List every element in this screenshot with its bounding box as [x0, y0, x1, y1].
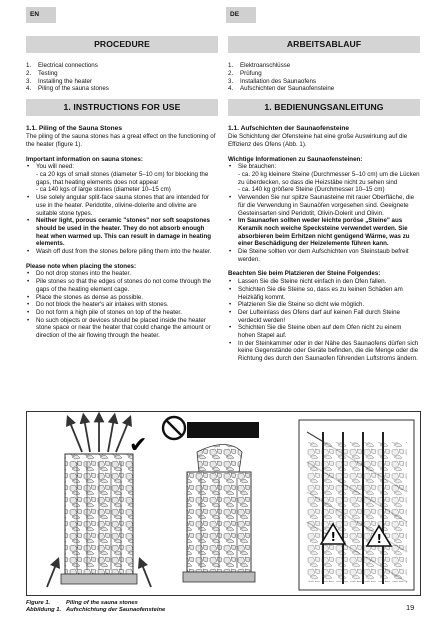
- bullet-text: Place the stones as dense as possible.: [36, 293, 143, 301]
- procedure-list: [228, 62, 420, 93]
- bullet-text: Platzieren Sie die Steine so dicht wie möglich.: [238, 301, 365, 309]
- note-heading: Beachten Sie beim Platzieren der Steine Folgendes:: [228, 270, 381, 278]
- bullet-item: [228, 248, 420, 263]
- bullet-icon: •: [27, 278, 30, 286]
- intro-paragraph: The piling of the sauna stones has a great effect on the functioning of the heater (figure 1).: [26, 133, 216, 148]
- bullet-icon: •: [27, 308, 30, 316]
- bullet-icon: •: [229, 248, 232, 256]
- language-tag-de: DE: [226, 7, 256, 23]
- bullet-icon: •: [229, 285, 232, 293]
- bullet-text: No such objects or devices should be placed inside the heater stone space or near the heater that could change the amount or direction of the air flowing through the heater.: [36, 316, 211, 340]
- column-en: [26, 36, 218, 340]
- bullet-icon: •: [229, 217, 232, 225]
- caption-text-en: Piling of the sauna stones: [66, 600, 138, 606]
- procedure-text: Testing: [38, 69, 58, 77]
- bullet-subline: - ca. 140 kg größere Steine (Durchmesser 10–15 cm): [238, 186, 385, 194]
- figure-illustration: [27, 412, 422, 597]
- bullet-icon: •: [229, 194, 232, 202]
- intro-paragraph: Die Schichtung der Ofensteine hat eine große Auswirkung auf die Effizienz des Ofens (Abb. 1).: [228, 133, 408, 148]
- procedure-number: 3.: [228, 77, 234, 85]
- bullet-text: Neither light, porous ceramic "stones" nor soft soapstones should be used in the heater. They do not absorb enough heat when warmed up. This can result in damage in heating elements.: [36, 217, 212, 248]
- bullet-text: Do not form a high pile of stones on top of the heater.: [36, 308, 182, 316]
- figure-1: [26, 411, 421, 596]
- bullet-item: [26, 217, 218, 248]
- panel-correct: [47, 417, 151, 587]
- important-heading: Wichtige Informationen zu Saunaofensteinen:: [228, 155, 363, 163]
- bullet-text: Use solely angular split-face sauna stones that are intended for use in the heater. Peridotite, olivine-dolerite and olivine are suitable stone types.: [36, 194, 210, 217]
- bullet-text: Do not drop stones into the heater.: [36, 270, 131, 278]
- bullet-text: In der Steinkammer oder in der Nähe des Saunaofens dürfen sich keine Gegenstände oder Geräte befinden, die die Menge oder die Richtung des durch den Saunaofen führenden Luftstroms ändern.: [238, 339, 419, 363]
- bullet-icon: •: [229, 163, 232, 171]
- bullet-text: Verwenden Sie nur spitze Saunasteine mit rauer Oberfläche, die für die Verwendung in Saunaöfen vorgesehen sind. Geeignete Gesteinsarten sind Peridotit, Olivin-Dolerit und Olivin.: [238, 194, 415, 217]
- bullet-icon: •: [27, 194, 30, 202]
- procedure-heading: ARBEITSABLAUF: [228, 36, 420, 53]
- procedure-number: 1.: [228, 62, 234, 69]
- procedure-item: [26, 85, 218, 93]
- bullet-item: [26, 194, 218, 217]
- important-heading: Important information on sauna stones:: [26, 155, 143, 163]
- panel-wrong-gaps: [299, 420, 414, 590]
- bullet-text: Pile stones so that the edges of stones do not come through the gaps of the heating element cage.: [36, 278, 212, 293]
- subsection-title: 1.1. Piling of the Sauna Stones: [26, 125, 122, 133]
- bullet-subline: - ca. 20 kg kleinere Steine (Durchmesser 5–10 cm) um die Lücken zu überdecken, so dass die Heizstäbe nicht zu sehen sind: [238, 171, 420, 186]
- svg-text:!: !: [376, 532, 382, 546]
- procedure-item: [228, 85, 420, 93]
- bullet-item: [26, 163, 218, 194]
- note-heading: Please note when placing the stones:: [26, 262, 137, 270]
- section-heading: 1. INSTRUCTIONS FOR USE: [26, 99, 218, 116]
- procedure-number: 3.: [26, 77, 32, 85]
- procedure-text: Piling of the sauna stones: [38, 85, 109, 93]
- procedure-text: Prüfung: [240, 69, 262, 77]
- procedure-number: 2.: [26, 69, 32, 77]
- column-de: [228, 36, 420, 363]
- figure-caption: [26, 600, 165, 614]
- bullet-icon: •: [27, 293, 30, 301]
- bullet-text: Lassen Sie die Steine nicht einfach in den Ofen fallen.: [238, 278, 387, 286]
- bullet-item: [228, 309, 420, 324]
- bullet-item: [26, 248, 218, 256]
- caption-label-en: Figure 1.: [26, 600, 51, 606]
- procedure-number: 4.: [228, 85, 234, 93]
- procedure-text: Elektroanschlüsse: [240, 62, 291, 69]
- important-list: [26, 163, 218, 255]
- bullet-icon: •: [27, 163, 30, 171]
- bullet-item: [228, 278, 420, 286]
- procedure-number: 2.: [228, 69, 234, 77]
- bullet-text: Wash off dust from the stones before piling them into the heater.: [36, 248, 212, 256]
- bullet-item: [26, 317, 218, 340]
- bullet-icon: •: [229, 301, 232, 309]
- bullet-text: Im Saunaofen sollten weder leichte poröse „Steine" aus Keramik noch weiche Specksteine verwendet werden. Sie absorbieren beim Erhitzen nicht genügend Wärme, was zu einer Beschädigung der Heizelemente führen kann.: [238, 217, 410, 248]
- bullet-subline: - ca 20 kgs of small stones (diameter 5–10 cm) for blocking the gaps, that heating elements does not appear: [36, 171, 209, 186]
- page-number: 19: [406, 603, 415, 612]
- bullet-icon: •: [229, 278, 232, 286]
- subsection-title: 1.1. Aufschichten der Saunaofensteine: [228, 125, 350, 133]
- important-list: [228, 163, 420, 263]
- bullet-text: Schichten Sie die Steine so, dass es zu keinen Schäden am Heizkäfig kommt.: [238, 285, 403, 301]
- bullet-item: [26, 309, 218, 317]
- bullet-item: [228, 217, 420, 248]
- bullet-text: Do not block the heater's air intakes with stones.: [36, 301, 169, 309]
- procedure-item: [26, 78, 218, 86]
- language-tag-en: EN: [26, 7, 56, 23]
- bullet-icon: •: [27, 301, 30, 309]
- svg-text:!: !: [330, 530, 336, 544]
- bullet-icon: •: [27, 217, 30, 225]
- procedure-number: 1.: [26, 62, 32, 69]
- procedure-item: [228, 62, 420, 70]
- checkmark-icon: ✔: [129, 433, 148, 458]
- procedure-number: 4.: [26, 85, 32, 93]
- bullet-icon: •: [27, 316, 30, 324]
- bullet-item: [26, 301, 218, 309]
- panel-wrong-pile: [154, 414, 264, 595]
- section-heading: 1. BEDIENUNGSANLEITUNG: [228, 99, 420, 116]
- procedure-item: [26, 70, 218, 78]
- bullet-text: You will need:: [36, 163, 74, 171]
- bullet-text: Der Lufteinlass des Ofens darf auf keinen Fall durch Steine verdeckt werden!: [238, 308, 400, 324]
- procedure-list: [26, 62, 218, 93]
- bullet-text: Schichten Sie die Steine oben auf dem Ofen nicht zu einem hohen Stapel auf.: [238, 324, 402, 340]
- bullet-icon: •: [27, 270, 30, 278]
- procedure-text: Installation des Saunaofens: [240, 77, 317, 85]
- caption-text-de: Aufschichtung der Saunaofensteine: [66, 607, 166, 613]
- bullet-item: [228, 194, 420, 217]
- bullet-item: [228, 301, 420, 309]
- bullet-item: [228, 163, 420, 194]
- bullet-subline: - ca 140 kgs of large stones (diameter 10–15 cm): [36, 186, 171, 194]
- bullet-icon: •: [229, 324, 232, 332]
- bullet-item: [26, 278, 218, 293]
- bullet-item: [228, 286, 420, 301]
- procedure-heading: PROCEDURE: [26, 36, 218, 53]
- procedure-text: Electrical connections: [38, 62, 98, 69]
- bullet-icon: •: [27, 248, 30, 256]
- note-list: [26, 270, 218, 339]
- bullet-icon: •: [229, 339, 232, 347]
- bullet-item: [228, 340, 420, 363]
- bullet-text: Sie brauchen:: [238, 163, 277, 171]
- procedure-item: [228, 70, 420, 78]
- procedure-item: [228, 78, 420, 86]
- bullet-text: Die Steine sollten vor dem Aufschichten von Steinstaub befreit werden.: [238, 248, 409, 263]
- bullet-item: [26, 270, 218, 278]
- note-list: [228, 278, 420, 363]
- procedure-text: Installing the heater: [38, 77, 93, 85]
- bullet-item: [228, 324, 420, 339]
- bullet-item: [26, 294, 218, 302]
- procedure-item: [26, 62, 218, 70]
- caption-label-de: Abbildung 1.: [26, 607, 62, 613]
- procedure-text: Aufschichten der Saunaofensteine: [240, 85, 335, 93]
- bullet-icon: •: [229, 308, 232, 316]
